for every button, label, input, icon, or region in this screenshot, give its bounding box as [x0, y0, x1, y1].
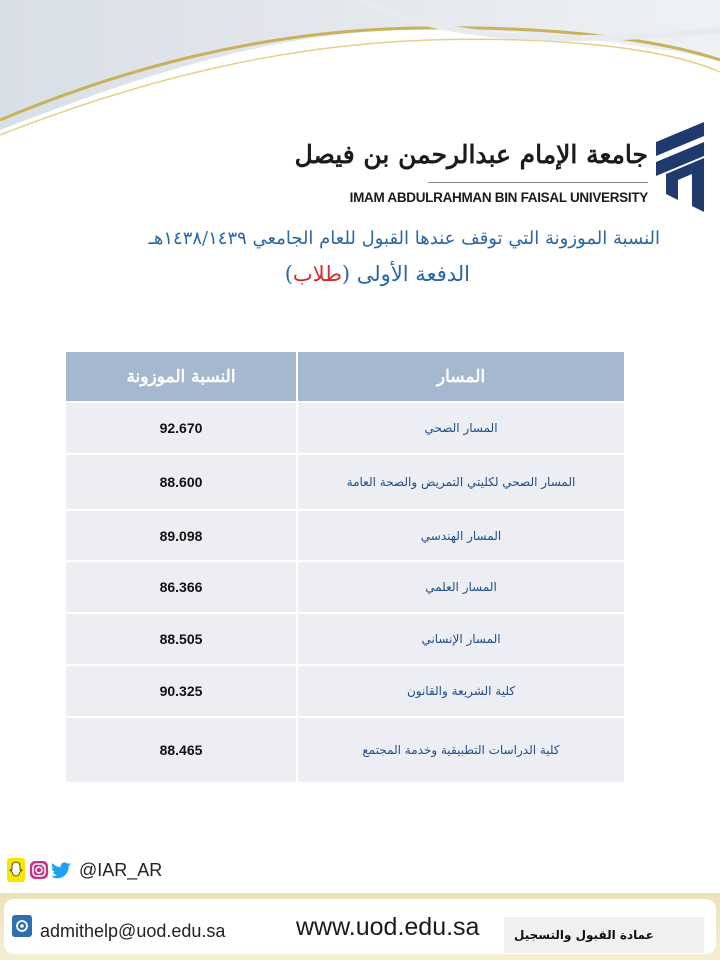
table-row [66, 509, 624, 560]
snapchat-icon[interactable] [6, 856, 26, 884]
university-logo [294, 112, 710, 217]
social-handle[interactable]: @IAR_AR [79, 859, 163, 880]
table-row [66, 716, 624, 782]
table-row [66, 453, 624, 509]
table-row [66, 664, 624, 716]
score-cell: 88.600 [66, 455, 298, 509]
deanship-text: عمادة القبول والتسجيل [514, 928, 654, 942]
social-links [6, 856, 162, 884]
admission-scores-table [66, 352, 624, 782]
contact-email[interactable]: admithelp@uod.edu.sa [40, 921, 226, 941]
footer-bar [0, 893, 720, 960]
score-cell: 89.098 [66, 511, 298, 560]
university-name-en: IMAM ABDULRAHMAN BIN FAISAL UNIVERSITY [349, 190, 648, 205]
score-cell: 86.366 [66, 562, 298, 612]
table-row [66, 560, 624, 612]
subtitle-prefix: الدفعة الأولى ( [341, 262, 470, 286]
score-cell: 88.505 [66, 614, 298, 664]
logo-divider [428, 182, 648, 183]
track-cell: كلية الدراسات التطبيقية وخدمة المجتمع [362, 743, 560, 757]
email-icon [12, 915, 32, 937]
table-header [66, 352, 624, 401]
track-cell: المسار العلمي [425, 580, 497, 594]
table-row [66, 401, 624, 453]
website-link[interactable]: www.uod.edu.sa [296, 913, 480, 941]
score-cell: 88.465 [66, 718, 298, 782]
header-track: المسار [436, 366, 486, 387]
university-emblem-icon [652, 114, 710, 214]
track-cell: المسار الهندسي [420, 528, 502, 543]
table-row [66, 612, 624, 664]
track-cell: المسار الصحي [424, 421, 498, 435]
header-score: النسبة الموزونة [66, 352, 298, 401]
score-cell: 90.325 [66, 666, 298, 716]
page-title: النسبة الموزونة التي توقف عندها القبول للعام الجامعي ١٤٣٨/١٤٣٩هـ [148, 228, 660, 249]
track-cell: المسار الإنساني [421, 632, 501, 646]
footer-panel [4, 899, 716, 954]
subtitle-highlight: طلاب [292, 262, 342, 286]
deanship-label [504, 917, 704, 953]
track-cell: المسار الصحي لكليتي التمريض والصحة العامة [346, 475, 576, 489]
twitter-icon[interactable] [52, 856, 72, 884]
page-subtitle [70, 262, 470, 286]
subtitle-suffix: ) [284, 262, 293, 286]
instagram-icon[interactable] [29, 856, 49, 884]
score-cell: 92.670 [66, 403, 298, 453]
track-cell: كلية الشريعة والقانون [406, 684, 516, 698]
university-name-ar: جامعة الإمام عبدالرحمن بن فيصل [294, 140, 648, 169]
